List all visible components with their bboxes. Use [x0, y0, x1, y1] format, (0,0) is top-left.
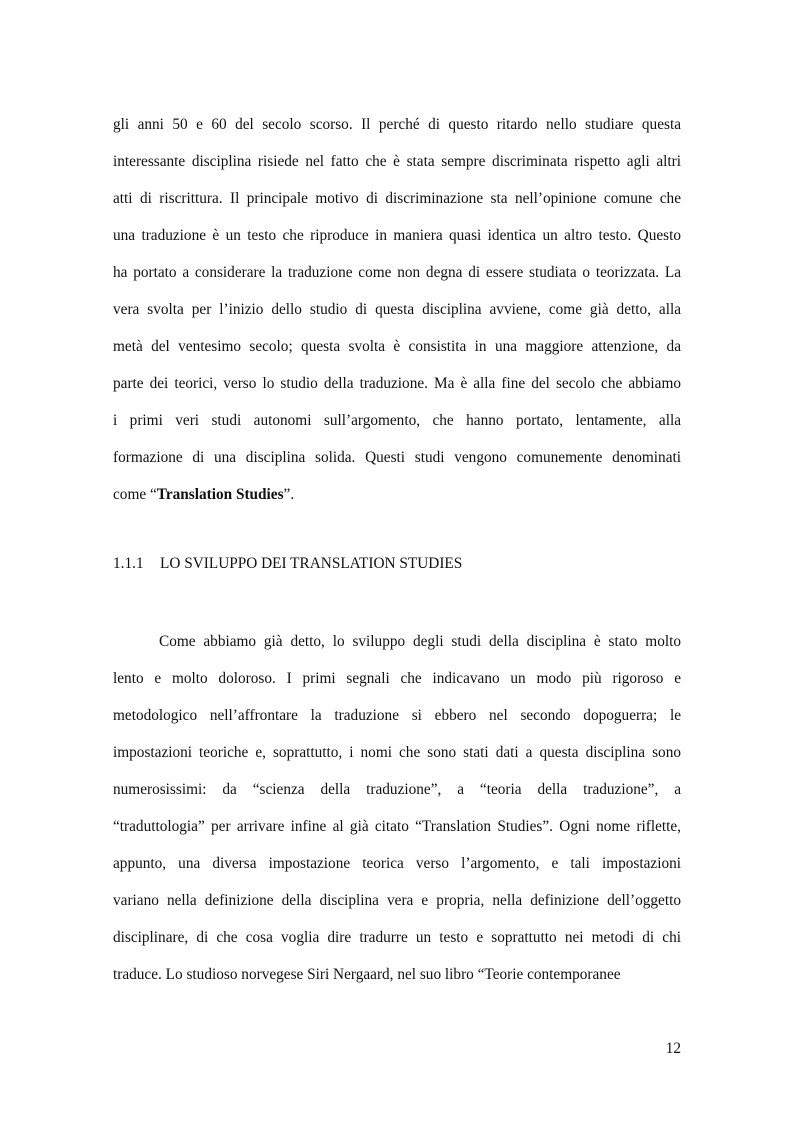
- section-number: 1.1.1: [113, 555, 144, 572]
- paragraph-intro: [113, 106, 681, 513]
- page-number: 12: [665, 1040, 681, 1057]
- section-heading: [113, 553, 462, 575]
- text-line-first: [113, 623, 681, 660]
- text-line: interessante disciplina risiede nel fatto che è stata sempre discriminata rispetto agli altri: [113, 153, 681, 170]
- text-line-last: traduce. Lo studioso norvegese Siri Nergaard, nel suo libro “Teorie contemporanee: [113, 966, 621, 983]
- text-line: ha portato a considerare la traduzione come non degna di essere studiata o teorizzata. La: [113, 264, 681, 281]
- text-fragment: Come abbiamo già detto, lo sviluppo degli studi della disciplina è stato molto: [159, 633, 681, 650]
- text-line: disciplinare, di che cosa voglia dire tradurre un testo e soprattutto nei metodi di chi: [113, 929, 681, 946]
- bold-term: Translation Studies: [156, 486, 284, 503]
- section-title: LO SVILUPPO DEI TRANSLATION STUDIES: [160, 555, 463, 572]
- text-line: “traduttologia” per arrivare infine al già citato “Translation Studies”. Ogni nome riflette,: [113, 818, 681, 835]
- text-line: metodologico nell’affrontare la traduzione si ebbero nel secondo dopoguerra; le: [113, 707, 681, 724]
- text-line: atti di riscrittura. Il principale motivo di discriminazione sta nell’opinione comune che: [113, 190, 681, 207]
- text-line: parte dei teorici, verso lo studio della traduzione. Ma è alla fine del secolo che abbiamo: [113, 375, 681, 392]
- text-line: vera svolta per l’inizio dello studio di questa disciplina avviene, come già detto, alla: [113, 301, 681, 318]
- text-line: numerosissimi: da “scienza della traduzione”, a “teoria della traduzione”, a: [113, 781, 681, 798]
- text-line: impostazioni teoriche e, soprattutto, i nomi che sono stati dati a questa disciplina sono: [113, 744, 681, 761]
- text-line: i primi veri studi autonomi sull’argomento, che hanno portato, lentamente, alla: [113, 412, 681, 429]
- text-fragment: ”.: [283, 486, 295, 503]
- text-line: gli anni 50 e 60 del secolo scorso. Il perché di questo ritardo nello studiare questa: [113, 116, 681, 133]
- text-line: appunto, una diversa impostazione teorica verso l’argomento, e tali impostazioni: [113, 855, 681, 872]
- text-fragment: come “: [113, 486, 157, 503]
- text-line-last: [113, 476, 681, 513]
- text-line: formazione di una disciplina solida. Questi studi vengono comunemente denominati: [113, 449, 681, 466]
- text-line: una traduzione è un testo che riproduce in maniera quasi identica un altro testo. Questo: [113, 227, 681, 244]
- paragraph-development: [113, 623, 681, 993]
- text-line: variano nella definizione della disciplina vera e propria, nella definizione dell’oggetto: [113, 892, 681, 909]
- text-line: metà del ventesimo secolo; questa svolta è consistita in una maggiore attenzione, da: [113, 338, 681, 355]
- text-line: lento e molto doloroso. I primi segnali che indicavano un modo più rigoroso e: [113, 670, 681, 687]
